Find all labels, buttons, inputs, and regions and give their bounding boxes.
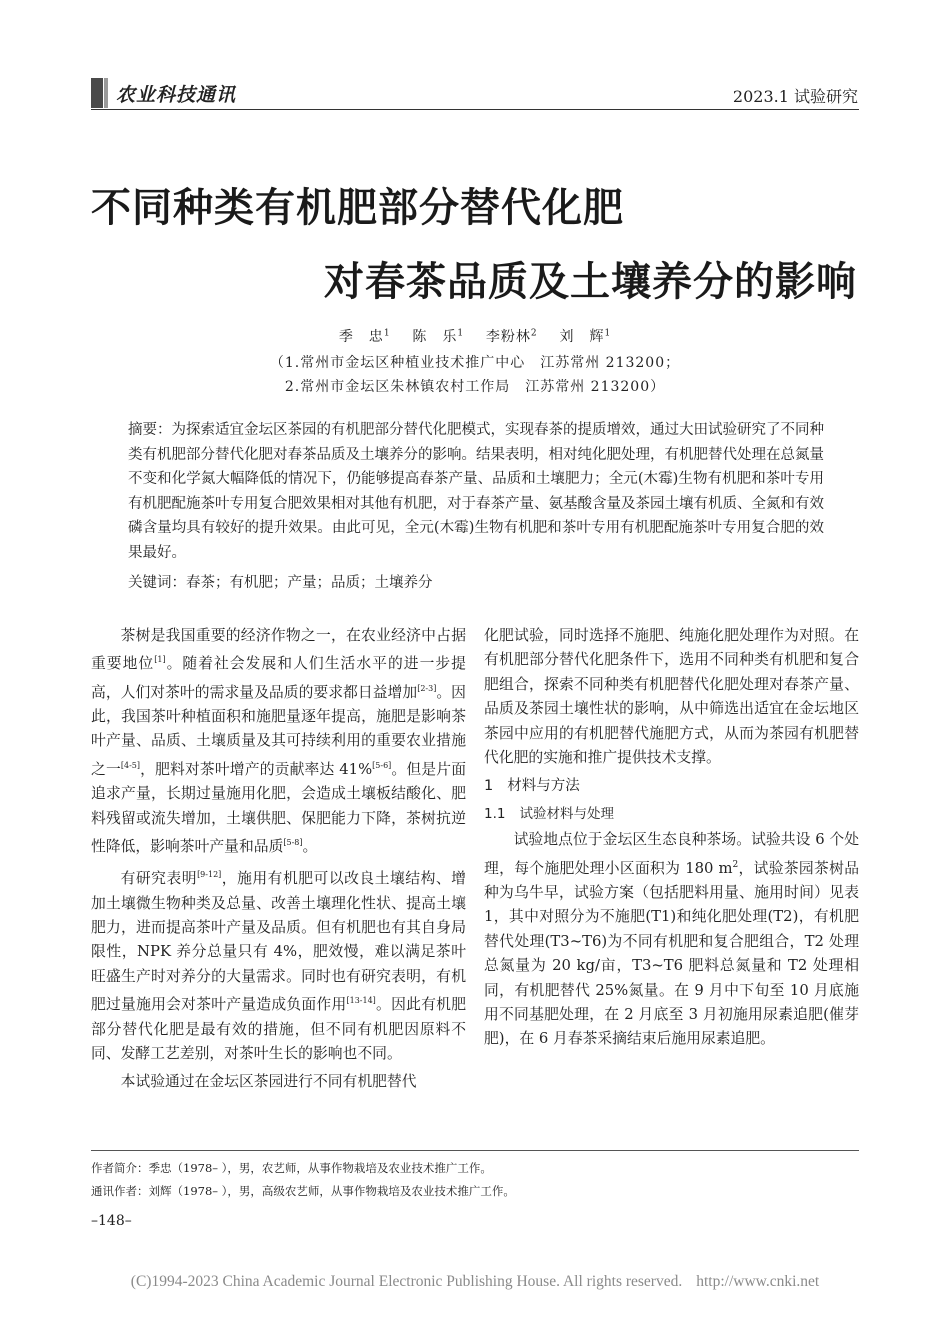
citation: [9-12]	[197, 870, 222, 880]
body-paragraph: 有研究表明[9-12]，施用有机肥可以改良土壤结构、增加土壤微生物种类及总量、改善土壤理化性状、提高土壤肥力，进而提高茶叶产量及品质。但有机肥也有其自身局限性，NPK 养分总量只有 4%，肥效慢，难以满足茶叶旺盛生产时对养分的大量需求。同时也有研究表明，有机肥过量施用会对茶叶产量造成负面作用[13-14]。因此有机肥部分替代化肥是最有效的措施，但不同有机肥因原料不同、发酵工艺差别，对茶叶生长的影响也不同。	[91, 870, 466, 1063]
author-affiliation-mark: 1	[383, 328, 391, 339]
journal-logo: 农业科技通讯	[116, 84, 237, 106]
body-paragraph: 本试验通过在金坛区茶园进行不同有机肥替代	[120, 1073, 417, 1091]
footnote-corresponding-author: 通讯作者：刘辉（1978– ），男，高级农艺师，从事作物栽培及农业技术推广工作。	[91, 1184, 515, 1198]
footnote-author-bio: 作者简介：季忠（1978– ），男，农艺师，从事作物栽培及农业技术推广工作。	[91, 1161, 492, 1175]
header-rule	[91, 109, 859, 110]
title-line-1: 不同种类有机肥部分替代化肥	[91, 185, 624, 231]
copyright-watermark	[0, 1273, 950, 1291]
page-number: –148–	[91, 1213, 132, 1229]
citation: [1]	[154, 655, 166, 665]
author-affiliation-mark: 2	[530, 328, 538, 339]
citation: [13-14]	[346, 996, 376, 1006]
copyright-text: (C)1994-2023 China Academic Journal Electronic Publishing House. All rights reserved.	[130, 1273, 683, 1290]
author-name: 季 忠	[338, 329, 384, 345]
section-heading: 1 材料与方法	[484, 778, 580, 795]
citation: [2-3]	[417, 683, 437, 693]
citation: [5-6]	[372, 760, 392, 770]
copyright-url: http://www.cnki.net	[696, 1273, 820, 1290]
body-column-right	[484, 624, 859, 1056]
keywords: 关键词：春茶；有机肥；产量；品质；土壤养分	[128, 575, 433, 591]
author-affiliation-mark: 1	[604, 328, 612, 339]
body-column-left	[91, 624, 466, 1099]
body-paragraph-continued: 化肥试验，同时选择不施肥、纯施化肥处理作为对照。在有机肥部分替代化肥条件下，选用不同种类有机肥和复合肥组合，探索不同种类有机肥替代化肥处理对春茶产量、品质及茶园土壤性状的影响，从中筛选出适宜在金坛地区茶园中应用的有机肥替代施肥方式，从而为茶园有机肥替代化肥的实施和推广提供技术支撑。	[484, 627, 859, 767]
subsection-heading: 1.1 试验材料与处理	[484, 805, 614, 822]
author-name: 陈 乐	[412, 329, 458, 345]
abstract: 摘要：为探索适宜金坛区茶园的有机肥部分替代化肥模式，实现春茶的提质增效，通过大田试验研究了不同种类有机肥部分替代化肥对春茶品质及土壤养分的影响。结果表明，相对纯化肥处理，有机肥替代处理在总氮量不变和化学氮大幅降低的情况下，仍能够提高春茶产量、品质和土壤肥力；全元(木霉)生物有机肥和茶叶专用有机肥配施茶叶专用复合肥效果相对其他有机肥，对于春茶产量、氨基酸含量及茶园土壤有机质、全氮和有效磷含量均具有较好的提升效果。由此可见，全元(木霉)生物有机肥和茶叶专用有机肥配施茶叶专用复合肥的效果最好。	[128, 422, 824, 561]
title-line-2: 对春茶品质及土壤养分的影响	[324, 259, 857, 305]
superscript: 2	[732, 859, 739, 870]
footnote-rule	[91, 1150, 859, 1151]
affiliation-line-2: 2.常州市金坛区朱林镇农村工作局 江苏常州 213200）	[284, 379, 666, 395]
body-paragraph: 茶树是我国重要的经济作物之一，在农业经济中占据重要地位[1]。随着社会发展和人们生活水平的进一步提高，人们对茶叶的需求量及品质的要求都日益增加[2-3]。因此，我国茶叶种植面积和施肥量逐年提高，施肥是影响茶叶产量、品质、土壤质量及其可持续利用的重要农业措施之一[4-5]，肥料对茶叶增产的贡献率达 41%[5-6]。但是片面追求产量，长期过量施用化肥，会造成土壤板结酸化、肥料残留或流失增加，土壤供肥、保肥能力下降，茶树抗逆性降低，影响茶叶产量和品质[5-8]。	[91, 627, 466, 855]
affiliation-line-1: （1.常州市金坛区种植业技术推广中心 江苏常州 213200；	[269, 355, 681, 371]
author-list	[0, 326, 950, 346]
citation: [5-8]	[283, 838, 303, 848]
issue-label: 2023.1 试验研究	[732, 87, 858, 106]
author-name: 李粉林	[485, 329, 531, 345]
body-paragraph: 试验地点位于金坛区生态良种茶场。试验共设 6 个处理，每个施肥处理小区面积为 180 $m^2$，试验茶园茶树品种为乌牛早，试验方案（包括肥料用量、施用时间）见表 1，其中对照分为不施肥(T1)和纯化肥处理(T2)，有机肥替代处理(T3~T6)为不同有机肥和复合肥组合，T2 处理总氮量为 20 kg/亩，T3~T6 肥料总氮量和 T2 处理相同，有机肥替代 25%氮量。在 9 月中下旬至 10 月底施用不同基肥处理，在 2 月底至 3 月初施用尿素追肥(催芽肥)，在 6 月春茶采摘结束后施用尿素追肥。	[484, 831, 859, 1048]
author-affiliation-mark: 1	[457, 328, 465, 339]
header-bar-dark	[91, 78, 103, 108]
citation: [4-5]	[120, 760, 141, 770]
header-bar-light	[104, 78, 108, 108]
author-name: 刘 辉	[559, 329, 605, 345]
